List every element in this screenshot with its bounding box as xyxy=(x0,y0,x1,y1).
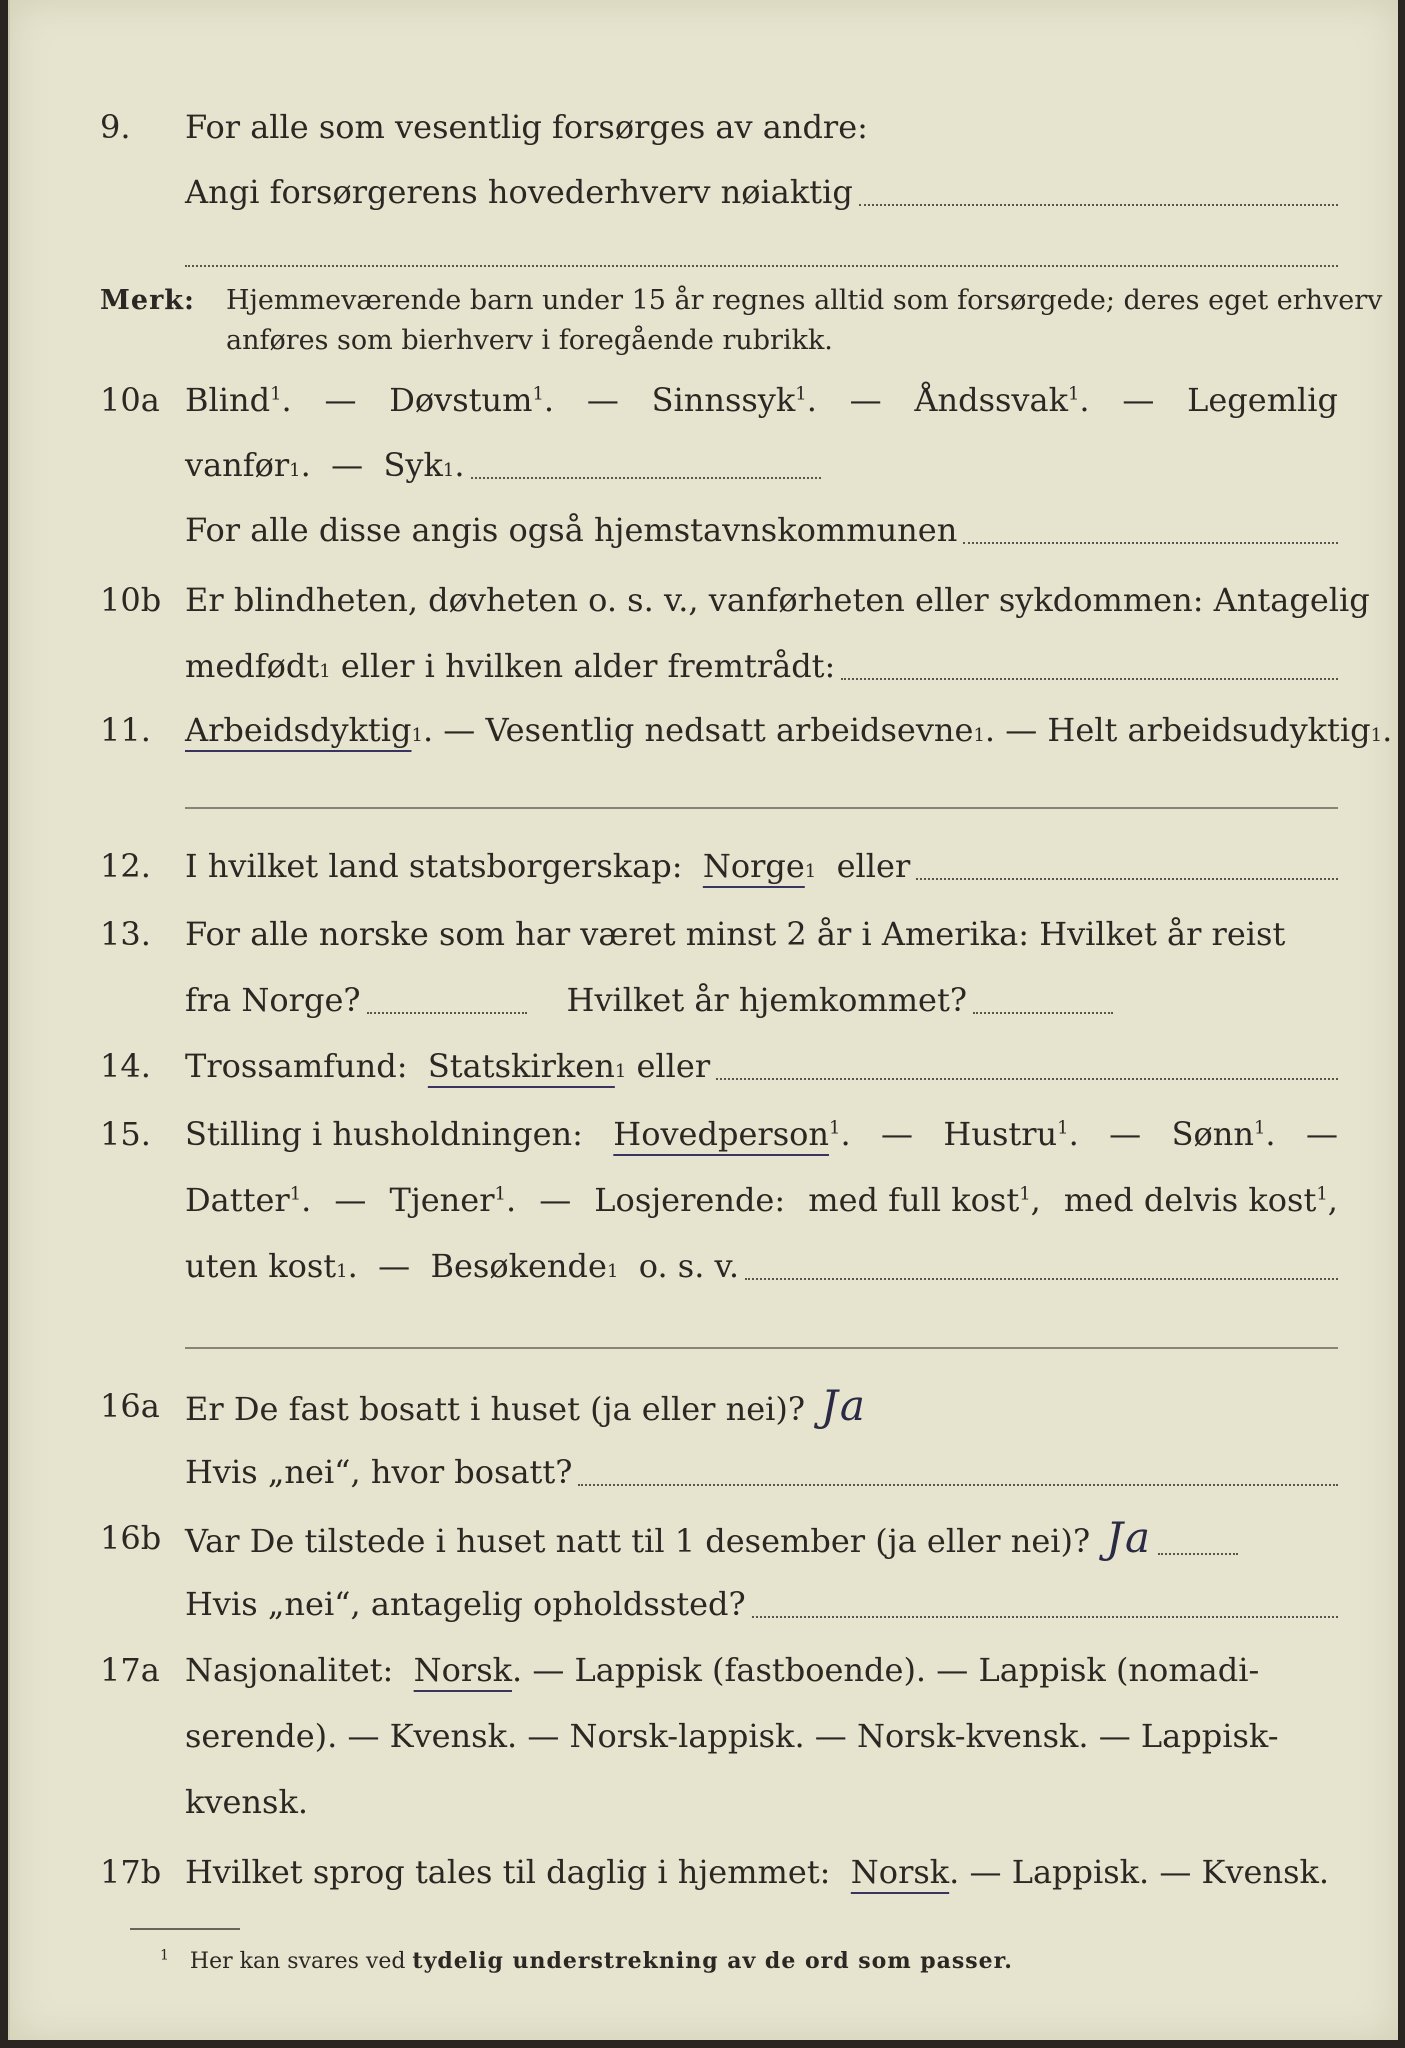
q16a-line1 xyxy=(10,1376,1398,1436)
q15-line2: Datter$^1$. — Tjener$^1$. — Losjerende: med full kost$^1$, med delvis kost$^1$, xyxy=(10,1170,1398,1230)
opt-hustru[interactable]: Hustru xyxy=(943,1115,1058,1153)
q14-other-field[interactable] xyxy=(716,1077,1338,1080)
footnote-bold-text: tydelig understrekning av de ord som passer. xyxy=(412,1948,1013,1974)
opt-medfodt[interactable]: medfødt xyxy=(185,647,320,685)
q10b-alder-field[interactable] xyxy=(841,677,1338,680)
q9-text: For alle som vesentlig forsørges av andre: xyxy=(185,108,868,146)
q17b-line: 17b Hvilket sprog tales til daglig i hjemmet: Norsk . — Lappisk. — Kvensk. xyxy=(10,1842,1398,1902)
q11-answer-field[interactable] xyxy=(185,806,1338,809)
q12-number: 12. xyxy=(100,847,151,885)
q16b-question: Var De tilstede i huset natt til 1 desember (ja eller nei)? xyxy=(185,1522,1091,1560)
q12-other-field[interactable] xyxy=(916,877,1338,880)
q10b-text: Er blindheten, døvheten o. s. v., vanførheten eller sykdommen: Antagelig xyxy=(185,581,1370,619)
q15-answer-field-2[interactable] xyxy=(185,1346,1338,1349)
q13-hjemkommet-label: Hvilket år hjemkommet? xyxy=(566,981,967,1019)
q10b-line1 xyxy=(10,570,1398,630)
q15-line1: 15. Stilling i husholdningen: Hovedperson$^1$. — Hustru$^1$. — Sønn$^1$. — xyxy=(10,1104,1398,1164)
q10a-line3 xyxy=(10,500,1398,560)
q12-eller: eller xyxy=(836,847,911,885)
q11-number: 11. xyxy=(100,711,151,749)
q13-reist-label: fra Norge? xyxy=(185,981,361,1019)
merk-line1: Hjemmeværende barn under 15 år regnes alltid som forsørgede; deres eget erhverv xyxy=(226,285,1383,316)
q9-number: 9. xyxy=(100,108,131,146)
q17b-number: 17b xyxy=(100,1853,162,1891)
q16b-followup: Hvis „nei“, antagelig opholdssted? xyxy=(185,1585,746,1623)
q9-line1 xyxy=(10,97,1398,157)
q10b-line2-text: eller i hvilken alder fremtrådt: xyxy=(340,647,836,685)
q16a-question: Er De fast bosatt i huset (ja eller nei)? xyxy=(185,1390,806,1428)
q15-line3: uten kost 1 . — Besøkende 1 o. s. v. xyxy=(10,1236,1398,1296)
q16a-number: 16a xyxy=(100,1387,160,1425)
q16b-answer-field[interactable] xyxy=(1158,1552,1238,1555)
q10a-hjemstavn-text: For alle disse angis også hjemstavnskommunen xyxy=(185,511,958,549)
q11-line: 11. Arbeidsdyktig 1 . — Vesentlig nedsatt arbeidsevne 1 . — Helt arbeidsudyktig 1 . xyxy=(10,700,1398,760)
q15-other-field[interactable] xyxy=(745,1277,1338,1280)
q10a-syk-field[interactable] xyxy=(471,476,821,479)
q12-line: 12. I hvilket land statsborgerskap: Norge 1 eller xyxy=(10,836,1398,896)
q17a-line1: 17a Nasjonalitet: Norsk . — Lappisk (fastboende). — Lappisk (nomadi- xyxy=(10,1640,1398,1700)
merk-line2: anføres som bierhverv i foregående rubrikk. xyxy=(226,325,833,356)
footnote-text: Her kan svares ved xyxy=(189,1949,406,1974)
opt-full-kost[interactable]: med full kost xyxy=(808,1181,1020,1219)
q16b-line2 xyxy=(10,1574,1398,1634)
opt-sonn[interactable]: Sønn xyxy=(1171,1115,1254,1153)
q17b-rest: — Lappisk. — Kvensk. xyxy=(969,1853,1330,1891)
q13-line2 xyxy=(10,970,1398,1030)
opt-norge[interactable]: Norge xyxy=(702,847,805,885)
q17a-line3-text: kvensk. xyxy=(185,1783,308,1821)
q10b-number: 10b xyxy=(100,581,162,619)
footnote-divider xyxy=(130,1928,240,1930)
q9-answer-field-2[interactable] xyxy=(185,264,1338,267)
opt-hovedperson[interactable]: Hovedperson xyxy=(613,1115,829,1153)
opt-vanfor[interactable]: vanfør xyxy=(185,446,290,484)
q14-label: Trossamfund: xyxy=(185,1047,408,1085)
q14-line: 14. Trossamfund: Statskirken 1 eller xyxy=(10,1036,1398,1096)
q16a-handwritten-answer[interactable]: Ja xyxy=(821,1381,867,1430)
footnote-marker: 1 xyxy=(160,1947,169,1964)
q16a-followup: Hvis „nei“, hvor bosatt? xyxy=(185,1453,573,1491)
q16b-handwritten-answer[interactable]: Ja xyxy=(1106,1513,1153,1562)
opt-sinnssyk[interactable]: Sinnssyk xyxy=(651,381,796,419)
merk-note xyxy=(100,282,1383,356)
census-form-page xyxy=(8,0,1398,2040)
q13-reist-field[interactable] xyxy=(367,1011,527,1014)
q17a-line2-text: serende). — Kvensk. — Norsk-lappisk. — Norsk-kvensk. — Lappisk- xyxy=(185,1717,1279,1755)
merk-label: Merk: xyxy=(100,285,195,316)
q10a-number: 10a xyxy=(100,381,160,419)
q15-losjerende: Losjerende: xyxy=(594,1181,786,1219)
q16a-bosatt-field[interactable] xyxy=(578,1483,1338,1486)
opt-blind[interactable]: Blind xyxy=(185,381,271,419)
q15-label: Stilling i husholdningen: xyxy=(185,1115,583,1153)
q9-line2 xyxy=(10,162,1398,222)
q9-answer-field[interactable] xyxy=(859,203,1338,206)
opt-legemlig[interactable]: Legemlig xyxy=(1187,381,1338,419)
opt-sprog-norsk[interactable]: Norsk xyxy=(850,1853,950,1891)
opt-besokende[interactable]: Besøkende xyxy=(430,1247,607,1285)
q17a-line2 xyxy=(10,1706,1398,1766)
opt-nasjonalitet-norsk[interactable]: Norsk xyxy=(413,1651,512,1689)
q16b-number: 16b xyxy=(100,1519,162,1557)
q10b-line2: medfødt 1 eller i hvilken alder fremtrådt: xyxy=(10,636,1398,696)
q16b-opholdssted-field[interactable] xyxy=(752,1615,1338,1618)
q14-number: 14. xyxy=(100,1047,151,1085)
opt-syk[interactable]: Syk xyxy=(383,446,443,484)
q13-line1 xyxy=(10,904,1398,964)
opt-statskirken[interactable]: Statskirken xyxy=(427,1047,615,1085)
opt-datter[interactable]: Datter xyxy=(185,1181,290,1219)
q10a-hjemstavn-field[interactable] xyxy=(963,541,1338,544)
q17a-line3 xyxy=(10,1772,1398,1832)
opt-andssvak[interactable]: Åndssvak xyxy=(914,381,1068,419)
q17a-number: 17a xyxy=(100,1651,160,1689)
opt-tjener[interactable]: Tjener xyxy=(389,1181,495,1219)
q10a-line1: 10a Blind$^1$. — Døvstum$^1$. — Sinnssyk$^1$. — Åndssvak$^1$. — Legemlig xyxy=(10,370,1398,430)
q15-osv: o. s. v. xyxy=(638,1247,739,1285)
opt-arbeidsdyktig[interactable]: Arbeidsdyktig xyxy=(185,711,412,749)
opt-delvis-kost[interactable]: med delvis kost xyxy=(1063,1181,1317,1219)
q13-text: For alle norske som har været minst 2 år i Amerika: Hvilket år reist xyxy=(185,915,1286,953)
q9-line2-text: Angi forsørgerens hovederhverv nøiaktig xyxy=(185,173,853,211)
q12-label: I hvilket land statsborgerskap: xyxy=(185,847,683,885)
q13-hjemkommet-field[interactable] xyxy=(973,1011,1113,1014)
q17b-label: Hvilket sprog tales til daglig i hjemmet: xyxy=(185,1853,831,1891)
q16a-line2 xyxy=(10,1442,1398,1502)
q14-eller: eller xyxy=(636,1047,711,1085)
footnote xyxy=(160,1948,1013,1974)
opt-arbeidsudyktig[interactable]: Helt arbeidsudyktig xyxy=(1047,711,1371,749)
q17a-line1-rest: Lappisk (fastboende). — Lappisk (nomadi- xyxy=(574,1651,1260,1689)
q16b-line1 xyxy=(10,1508,1398,1568)
opt-dovstum[interactable]: Døvstum xyxy=(389,381,533,419)
q17a-label: Nasjonalitet: xyxy=(185,1651,394,1689)
opt-nedsatt-arbeidsevne[interactable]: Vesentlig nedsatt arbeidsevne xyxy=(485,711,974,749)
q13-number: 13. xyxy=(100,915,151,953)
opt-uten-kost[interactable]: uten kost xyxy=(185,1247,337,1285)
q10a-line2: vanfør 1 . — Syk 1 . xyxy=(10,435,1398,495)
q15-number: 15. xyxy=(100,1115,151,1153)
